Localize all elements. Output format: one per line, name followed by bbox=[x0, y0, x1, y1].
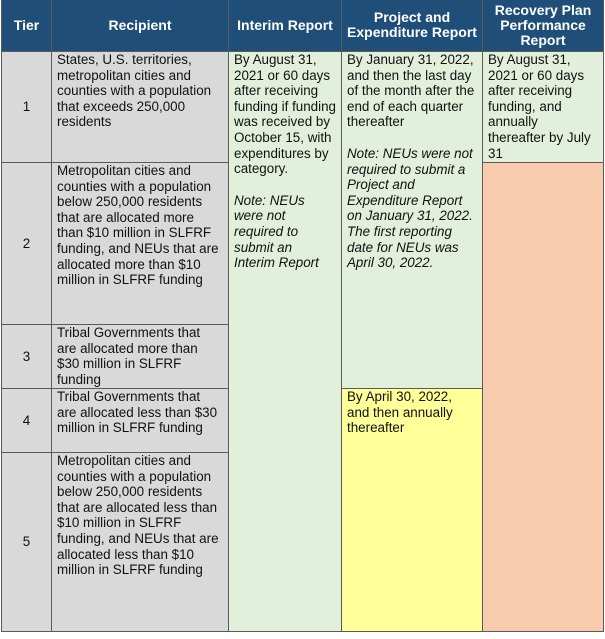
interim-report-cell bbox=[229, 52, 342, 632]
header-row bbox=[2, 0, 604, 52]
header-interim-report: Interim Report bbox=[229, 0, 342, 52]
recipient-cell: Metropolitan cities and counties with a population below 250,000 residents that are allocated less than $10 million in SLFRF funding, and NEUs that are allocated less than $10 million in SLFRF funding bbox=[52, 453, 229, 632]
interim-report-text: By August 31, 2021 or 60 days after receiving funding if funding was received by October 15, with expenditures by category. bbox=[234, 52, 336, 177]
interim-report-note: Note: NEUs were not required to submit an Interim Report bbox=[234, 192, 319, 271]
tier-cell: 3 bbox=[2, 325, 52, 389]
tier-cell: 1 bbox=[2, 52, 52, 163]
recovery-plan-not-required-cell bbox=[483, 163, 604, 632]
table-row bbox=[2, 52, 604, 163]
project-report-quarterly-text: By January 31, 2022, and then the last day of the month after the end of each quarter thereafter bbox=[347, 52, 475, 130]
tier-cell: 2 bbox=[2, 163, 52, 325]
recipient-cell: Tribal Governments that are allocated more than $30 million in SLFRF funding bbox=[52, 325, 229, 389]
recipient-cell: States, U.S. territories, metropolitan cities and counties with a population that exceeds 250,000 residents bbox=[52, 52, 229, 163]
project-report-annual-cell: By April 30, 2022, and then annually thereafter bbox=[342, 389, 483, 632]
header-project-expenditure-report: Project and Expenditure Report bbox=[342, 0, 483, 52]
project-report-quarterly-cell bbox=[342, 52, 483, 389]
project-report-note: Note: NEUs were not required to submit a Project and Expenditure Report on January 31, 2022. The first reporting date for NEUs was April 30, 2022. bbox=[347, 145, 473, 271]
reporting-tier-table bbox=[1, 0, 604, 632]
header-tier: Tier bbox=[2, 0, 52, 52]
tier-cell: 5 bbox=[2, 453, 52, 632]
header-recovery-plan-report: Recovery Plan Performance Report bbox=[483, 0, 604, 52]
recipient-cell: Metropolitan cities and counties with a population below 250,000 residents that are allocated more than $10 million in SLFRF funding, and NEUs that are allocated more than $10 million in SLFRF funding bbox=[52, 163, 229, 325]
recipient-cell: Tribal Governments that are allocated less than $30 million in SLFRF funding bbox=[52, 389, 229, 453]
recovery-plan-cell: By August 31, 2021 or 60 days after receiving funding, and annually thereafter by July 31 bbox=[483, 52, 604, 163]
tier-cell: 4 bbox=[2, 389, 52, 453]
header-recipient: Recipient bbox=[52, 0, 229, 52]
